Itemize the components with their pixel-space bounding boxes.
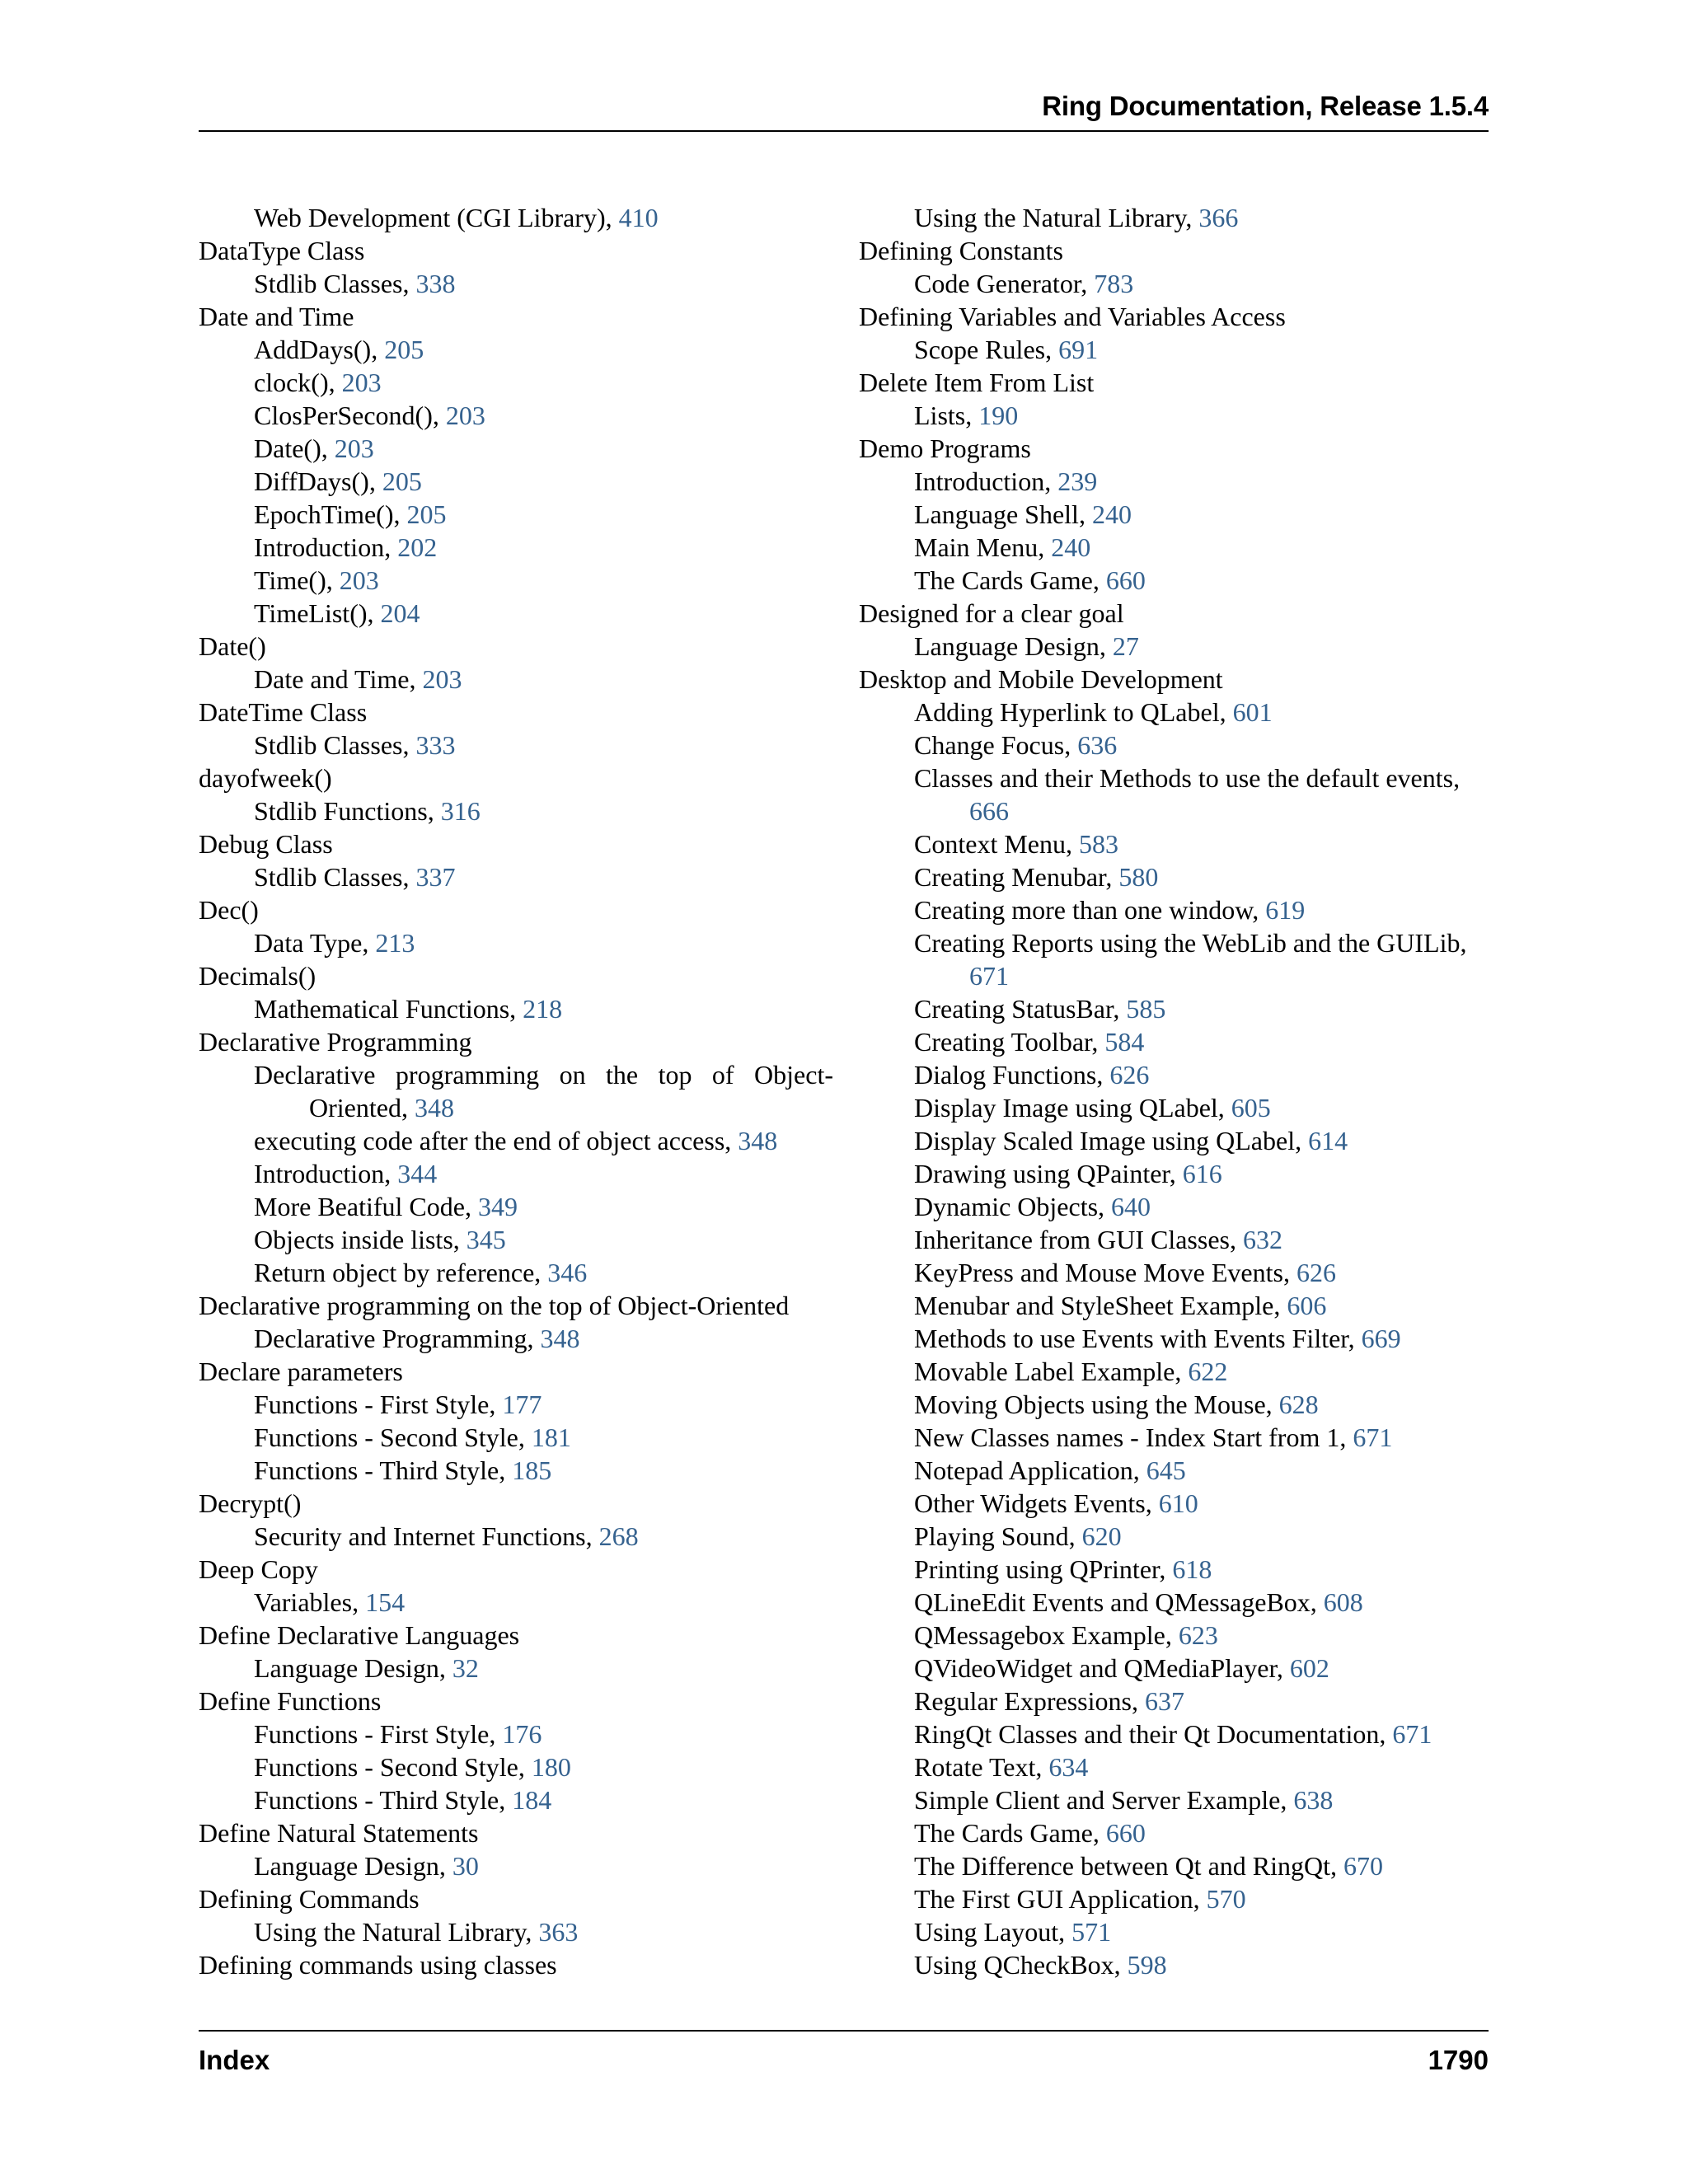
index-entry-text: clock(), bbox=[254, 368, 342, 397]
page-link[interactable]: 580 bbox=[1118, 862, 1159, 892]
index-term bbox=[199, 762, 833, 794]
index-entry-text: Define Natural Statements bbox=[199, 1818, 479, 1848]
page-link[interactable]: 618 bbox=[1172, 1554, 1212, 1584]
page-link[interactable]: 345 bbox=[466, 1225, 506, 1254]
index-subentry bbox=[199, 465, 833, 498]
page-link[interactable]: 605 bbox=[1231, 1093, 1271, 1122]
page-link[interactable]: 30 bbox=[452, 1851, 479, 1881]
index-entry-text: Lists, bbox=[914, 401, 979, 430]
index-entry-text: Defining Variables and Variables Access bbox=[859, 302, 1286, 331]
index-entry-text: Code Generator, bbox=[914, 269, 1095, 298]
index-entry-text: Using QCheckBox, bbox=[914, 1950, 1128, 1980]
index-entry-text: Menubar and StyleSheet Example, bbox=[914, 1291, 1287, 1320]
index-subentry bbox=[859, 1619, 1492, 1652]
index-entry-text: Debug Class bbox=[199, 829, 333, 859]
index-entry-text: RingQt Classes and their Qt Documentation, bbox=[914, 1719, 1393, 1749]
index-term bbox=[859, 366, 1492, 399]
page-link[interactable]: 660 bbox=[1105, 1818, 1146, 1848]
index-subentry bbox=[859, 926, 1492, 992]
page-link[interactable]: 346 bbox=[547, 1258, 588, 1287]
index-entry-text: Rotate Text, bbox=[914, 1752, 1049, 1782]
index-term bbox=[199, 1948, 833, 1981]
page-link[interactable]: 203 bbox=[341, 368, 382, 397]
page-link[interactable]: 571 bbox=[1071, 1917, 1112, 1947]
index-entry-text: Functions - First Style, bbox=[254, 1719, 503, 1749]
index-entry-text: Notepad Application, bbox=[914, 1455, 1146, 1485]
index-entry-text: Using Layout, bbox=[914, 1917, 1072, 1947]
index-subentry bbox=[199, 432, 833, 465]
index-entry-text: Printing using QPrinter, bbox=[914, 1554, 1173, 1584]
index-term bbox=[859, 300, 1492, 333]
index-subentry bbox=[199, 201, 833, 234]
index-subentry bbox=[859, 1520, 1492, 1553]
index-term bbox=[859, 663, 1492, 696]
index-entry-text: Stdlib Classes, bbox=[254, 269, 416, 298]
page-link[interactable]: 181 bbox=[531, 1422, 571, 1452]
page-link[interactable]: 185 bbox=[512, 1455, 552, 1485]
document-title: Ring Documentation, Release 1.5.4 bbox=[1042, 91, 1489, 121]
index-entry-text: Inheritance from GUI Classes, bbox=[914, 1225, 1243, 1254]
page-link[interactable]: 623 bbox=[1178, 1620, 1218, 1650]
index-subentry bbox=[859, 1256, 1492, 1289]
page-link[interactable]: 637 bbox=[1144, 1686, 1184, 1716]
index-subentry bbox=[859, 1157, 1492, 1190]
index-term bbox=[199, 1355, 833, 1388]
page-link[interactable]: 203 bbox=[445, 401, 485, 430]
index-entry-text: Desktop and Mobile Development bbox=[859, 664, 1223, 694]
index-entry-text: ClosPerSecond(), bbox=[254, 401, 446, 430]
index-subentry bbox=[859, 465, 1492, 498]
page-link[interactable]: 584 bbox=[1104, 1027, 1145, 1057]
index-term bbox=[199, 234, 833, 267]
page-link[interactable]: 410 bbox=[618, 203, 659, 232]
index-subentry bbox=[859, 1586, 1492, 1619]
index-entry-text: Regular Expressions, bbox=[914, 1686, 1145, 1716]
page-link[interactable]: 363 bbox=[538, 1917, 579, 1947]
page-link[interactable]: 348 bbox=[738, 1126, 778, 1155]
page-link[interactable]: 32 bbox=[452, 1653, 479, 1683]
index-subentry bbox=[199, 597, 833, 630]
page-link[interactable]: 204 bbox=[380, 598, 420, 628]
index-subentry bbox=[859, 1388, 1492, 1421]
index-column-right bbox=[859, 201, 1492, 1981]
index-term bbox=[859, 597, 1492, 630]
index-entry-text: Display Image using QLabel, bbox=[914, 1093, 1231, 1122]
index-entry-text: Dialog Functions, bbox=[914, 1060, 1110, 1090]
index-entry-text: KeyPress and Mouse Move Events, bbox=[914, 1258, 1296, 1287]
page-link[interactable]: 239 bbox=[1057, 466, 1098, 496]
index-entry-text: The Cards Game, bbox=[914, 1818, 1106, 1848]
index-subentry bbox=[199, 1256, 833, 1289]
index-entry-text: Creating Menubar, bbox=[914, 862, 1119, 892]
index-subentry bbox=[859, 1322, 1492, 1355]
index-term bbox=[859, 432, 1492, 465]
page-link[interactable]: 636 bbox=[1077, 730, 1118, 760]
index-entry-text: Creating Toolbar, bbox=[914, 1027, 1105, 1057]
index-entry-text: Change Focus, bbox=[914, 730, 1078, 760]
page-link[interactable]: 203 bbox=[334, 434, 374, 463]
index-entry-text: Classes and their Methods to use the default events, bbox=[914, 763, 1461, 793]
page-link[interactable]: 202 bbox=[397, 532, 438, 562]
page-link[interactable]: 333 bbox=[415, 730, 456, 760]
index-entry-text: Other Widgets Events, bbox=[914, 1488, 1159, 1518]
index-term bbox=[199, 1816, 833, 1849]
index-term bbox=[199, 959, 833, 992]
page-link[interactable]: 184 bbox=[512, 1785, 552, 1815]
page-footer bbox=[199, 2030, 1489, 2081]
index-entry-text: Data Type, bbox=[254, 928, 376, 958]
page-link[interactable]: 622 bbox=[1188, 1357, 1228, 1386]
page-link[interactable]: 666 bbox=[969, 796, 1009, 826]
index-entry-text: The First GUI Application, bbox=[914, 1884, 1207, 1914]
index-entry-text: Stdlib Classes, bbox=[254, 730, 416, 760]
index-entry-text: Adding Hyperlink to QLabel, bbox=[914, 697, 1233, 727]
index-term bbox=[199, 1025, 833, 1058]
index-entry-text: Mathematical Functions, bbox=[254, 994, 523, 1024]
page-link[interactable]: 180 bbox=[531, 1752, 571, 1782]
page-link[interactable]: 691 bbox=[1058, 335, 1099, 364]
index-entry-text: Functions - Third Style, bbox=[254, 1455, 513, 1485]
index-entry-text: Date and Time bbox=[199, 302, 354, 331]
index-subentry bbox=[859, 1058, 1492, 1091]
index-subentry bbox=[199, 267, 833, 300]
index-entry-text: Variables, bbox=[254, 1587, 366, 1617]
index-subentry bbox=[859, 1223, 1492, 1256]
page-link[interactable]: 783 bbox=[1094, 269, 1134, 298]
index-subentry bbox=[859, 893, 1492, 926]
index-entry-text: Display Scaled Image using QLabel, bbox=[914, 1126, 1309, 1155]
page-link[interactable]: 190 bbox=[978, 401, 1019, 430]
index-subentry bbox=[859, 498, 1492, 531]
index-entry-text: DateTime Class bbox=[199, 697, 368, 727]
footer-page-number: 1790 bbox=[1428, 2045, 1489, 2075]
index-entry-text: Declarative programming on the top of Object-Oriented, bbox=[254, 1060, 833, 1122]
index-entry-text: Dynamic Objects, bbox=[914, 1192, 1112, 1221]
index-entry-text: Using the Natural Library, bbox=[254, 1917, 539, 1947]
index-subentry bbox=[859, 1487, 1492, 1520]
index-entry-text: Introduction, bbox=[254, 532, 398, 562]
index-entry-text: Defining commands using classes bbox=[199, 1950, 557, 1980]
index-entry-text: Scope Rules, bbox=[914, 335, 1059, 364]
index-entry-text: Objects inside lists, bbox=[254, 1225, 467, 1254]
page-link[interactable]: 583 bbox=[1078, 829, 1118, 859]
index-subentry bbox=[199, 531, 833, 564]
index-subentry bbox=[859, 201, 1492, 234]
index-subentry bbox=[859, 1849, 1492, 1882]
index-subentry bbox=[859, 827, 1492, 860]
index-subentry bbox=[199, 992, 833, 1025]
index-entry-text: executing code after the end of object access, bbox=[254, 1126, 738, 1155]
index-entry-text: Designed for a clear goal bbox=[859, 598, 1124, 628]
index-entry-text: Simple Client and Server Example, bbox=[914, 1785, 1294, 1815]
page-link[interactable]: 268 bbox=[598, 1521, 639, 1551]
index-entry-text: QVideoWidget and QMediaPlayer, bbox=[914, 1653, 1290, 1683]
page-link[interactable]: 338 bbox=[415, 269, 456, 298]
page-header bbox=[199, 91, 1489, 132]
page-link[interactable]: 176 bbox=[502, 1719, 542, 1749]
index-entry-text: Functions - Second Style, bbox=[254, 1422, 532, 1452]
index-term bbox=[199, 300, 833, 333]
index-entry-text: Movable Label Example, bbox=[914, 1357, 1189, 1386]
page-link[interactable]: 601 bbox=[1232, 697, 1273, 727]
index-subentry bbox=[859, 1783, 1492, 1816]
index-entry-text: The Difference between Qt and RingQt, bbox=[914, 1851, 1343, 1881]
page-link[interactable]: 638 bbox=[1293, 1785, 1334, 1815]
page-link[interactable]: 628 bbox=[1278, 1390, 1319, 1419]
index-subentry bbox=[199, 1223, 833, 1256]
page-link[interactable]: 27 bbox=[1112, 631, 1139, 661]
index-subentry bbox=[859, 1454, 1492, 1487]
page-link[interactable]: 366 bbox=[1198, 203, 1239, 232]
index-entry-text: QLineEdit Events and QMessageBox, bbox=[914, 1587, 1324, 1617]
index-term bbox=[199, 1289, 833, 1322]
index-subentry bbox=[199, 1388, 833, 1421]
index-subentry bbox=[859, 1750, 1492, 1783]
index-subentry bbox=[199, 498, 833, 531]
page-link[interactable]: 349 bbox=[477, 1192, 518, 1221]
index-entry-text: Define Declarative Languages bbox=[199, 1620, 520, 1650]
index-subentry bbox=[199, 1157, 833, 1190]
index-entry-text: Functions - First Style, bbox=[254, 1390, 503, 1419]
index-subentry bbox=[199, 1915, 833, 1948]
index-entry-text: dayofweek() bbox=[199, 763, 332, 793]
index-entry-text: DataType Class bbox=[199, 236, 365, 265]
index-entry-text: Main Menu, bbox=[914, 532, 1052, 562]
index-entry-text: Stdlib Classes, bbox=[254, 862, 416, 892]
index-entry-text: Return object by reference, bbox=[254, 1258, 548, 1287]
index-term bbox=[199, 827, 833, 860]
page-link[interactable]: 671 bbox=[1353, 1422, 1393, 1452]
index-entry-text: New Classes names - Index Start from 1, bbox=[914, 1422, 1353, 1452]
index-entry-text: Defining Commands bbox=[199, 1884, 420, 1914]
index-entry-text: Drawing using QPainter, bbox=[914, 1159, 1183, 1188]
page-link[interactable]: 570 bbox=[1206, 1884, 1246, 1914]
page-link[interactable]: 671 bbox=[969, 961, 1009, 991]
index-subentry bbox=[199, 1322, 833, 1355]
page-link[interactable]: 203 bbox=[422, 664, 462, 694]
index-subentry bbox=[859, 267, 1492, 300]
index-entry-text: Functions - Second Style, bbox=[254, 1752, 532, 1782]
index-subentry bbox=[859, 531, 1492, 564]
index-entry-text: Stdlib Functions, bbox=[254, 796, 441, 826]
page-link[interactable]: 614 bbox=[1308, 1126, 1348, 1155]
index-entry-text: Deep Copy bbox=[199, 1554, 318, 1584]
page-link[interactable]: 205 bbox=[406, 499, 447, 529]
page-link[interactable]: 602 bbox=[1289, 1653, 1329, 1683]
page-link[interactable]: 348 bbox=[540, 1324, 580, 1353]
index-subentry bbox=[199, 794, 833, 827]
index-subentry bbox=[199, 1058, 833, 1124]
index-subentry bbox=[859, 1718, 1492, 1750]
index-subentry bbox=[859, 1652, 1492, 1685]
page-link[interactable]: 660 bbox=[1105, 565, 1146, 595]
page-link[interactable]: 670 bbox=[1343, 1851, 1383, 1881]
index-subentry bbox=[199, 1652, 833, 1685]
index-term bbox=[199, 1553, 833, 1586]
index-term bbox=[199, 1619, 833, 1652]
index-subentry bbox=[199, 1454, 833, 1487]
page-link[interactable]: 585 bbox=[1126, 994, 1166, 1024]
index-entry-text: Functions - Third Style, bbox=[254, 1785, 513, 1815]
index-column-left bbox=[199, 201, 833, 1981]
page-link[interactable]: 616 bbox=[1182, 1159, 1222, 1188]
page-link[interactable]: 240 bbox=[1051, 532, 1091, 562]
page-link[interactable]: 606 bbox=[1287, 1291, 1327, 1320]
index-entry-text: The Cards Game, bbox=[914, 565, 1106, 595]
page-link[interactable]: 154 bbox=[365, 1587, 406, 1617]
page-link[interactable]: 348 bbox=[414, 1093, 454, 1122]
index-entry-text: DiffDays(), bbox=[254, 466, 382, 496]
index-entry-text: Define Functions bbox=[199, 1686, 382, 1716]
page-link[interactable]: 598 bbox=[1127, 1950, 1167, 1980]
index-subentry bbox=[859, 1553, 1492, 1586]
page-link[interactable]: 645 bbox=[1146, 1455, 1186, 1485]
page-link[interactable]: 316 bbox=[440, 796, 481, 826]
index-subentry bbox=[859, 1421, 1492, 1454]
index-subentry bbox=[199, 1750, 833, 1783]
page-link[interactable]: 240 bbox=[1091, 499, 1132, 529]
index-entry-text: More Beatiful Code, bbox=[254, 1192, 478, 1221]
index-entry-text: Moving Objects using the Mouse, bbox=[914, 1390, 1279, 1419]
index-entry-text: Demo Programs bbox=[859, 434, 1031, 463]
index-entry-text: Introduction, bbox=[914, 466, 1058, 496]
index-subentry bbox=[859, 333, 1492, 366]
index-entry-text: Dec() bbox=[199, 895, 259, 925]
index-subentry bbox=[859, 1289, 1492, 1322]
index-term bbox=[859, 234, 1492, 267]
index-entry-text: Using the Natural Library, bbox=[914, 203, 1199, 232]
index-subentry bbox=[859, 1025, 1492, 1058]
index-entry-text: Defining Constants bbox=[859, 236, 1063, 265]
index-entry-text: Declarative programming on the top of Object-Oriented bbox=[199, 1291, 790, 1320]
page-link[interactable]: 669 bbox=[1361, 1324, 1401, 1353]
page-link[interactable]: 619 bbox=[1265, 895, 1306, 925]
index-subentry bbox=[199, 366, 833, 399]
index-term bbox=[199, 1685, 833, 1718]
index-entry-text: EpochTime(), bbox=[254, 499, 407, 529]
page-link[interactable]: 337 bbox=[415, 862, 456, 892]
index-term bbox=[199, 1487, 833, 1520]
index-entry-text: Date and Time, bbox=[254, 664, 423, 694]
index-subentry bbox=[199, 399, 833, 432]
index-subentry bbox=[199, 564, 833, 597]
index-entry-text: Language Design, bbox=[254, 1851, 452, 1881]
index-subentry bbox=[859, 1948, 1492, 1981]
index-subentry bbox=[859, 1190, 1492, 1223]
index-subentry bbox=[199, 1586, 833, 1619]
index-subentry bbox=[199, 1783, 833, 1816]
index-entry-text: Context Menu, bbox=[914, 829, 1079, 859]
index-entry-text: Creating Reports using the WebLib and the GUILib, bbox=[914, 928, 1467, 958]
page-link[interactable]: 671 bbox=[1392, 1719, 1432, 1749]
index-subentry bbox=[859, 1355, 1492, 1388]
index-subentry bbox=[199, 1849, 833, 1882]
index-subentry bbox=[859, 860, 1492, 893]
page-link[interactable]: 177 bbox=[502, 1390, 542, 1419]
index-entry-text: Language Shell, bbox=[914, 499, 1092, 529]
index-subentry bbox=[859, 1816, 1492, 1849]
index-subentry bbox=[199, 1124, 833, 1157]
index-entry-text: Methods to use Events with Events Filter, bbox=[914, 1324, 1362, 1353]
index-entry-text: Introduction, bbox=[254, 1159, 398, 1188]
index-subentry bbox=[199, 1718, 833, 1750]
index-subentry bbox=[199, 860, 833, 893]
index-subentry bbox=[199, 729, 833, 762]
index-entry-text: Creating more than one window, bbox=[914, 895, 1266, 925]
index-entry-text: Playing Sound, bbox=[914, 1521, 1082, 1551]
index-term bbox=[199, 630, 833, 663]
page-link[interactable]: 203 bbox=[339, 565, 379, 595]
page-link[interactable]: 632 bbox=[1242, 1225, 1282, 1254]
page-link[interactable]: 626 bbox=[1296, 1258, 1336, 1287]
index-entry-text: Decrypt() bbox=[199, 1488, 302, 1518]
index-term bbox=[199, 893, 833, 926]
index-subentry bbox=[859, 696, 1492, 729]
index-subentry bbox=[199, 1190, 833, 1223]
index-term bbox=[199, 696, 833, 729]
index-entry-text: Security and Internet Functions, bbox=[254, 1521, 599, 1551]
page-link[interactable]: 205 bbox=[382, 466, 422, 496]
index-subentry bbox=[859, 992, 1492, 1025]
page-link[interactable]: 634 bbox=[1048, 1752, 1089, 1782]
index-subentry bbox=[199, 1421, 833, 1454]
page-link[interactable]: 218 bbox=[523, 994, 563, 1024]
index-entry-text: Date(), bbox=[254, 434, 335, 463]
index-subentry bbox=[859, 729, 1492, 762]
page-link[interactable]: 640 bbox=[1111, 1192, 1151, 1221]
index-subentry bbox=[859, 564, 1492, 597]
index-entry-text: Declare parameters bbox=[199, 1357, 403, 1386]
index-subentry bbox=[199, 333, 833, 366]
index-subentry bbox=[859, 1091, 1492, 1124]
index-subentry bbox=[859, 1882, 1492, 1915]
index-entry-text: Language Design, bbox=[254, 1653, 452, 1683]
index-subentry bbox=[859, 399, 1492, 432]
index-entry-text: Declarative Programming, bbox=[254, 1324, 541, 1353]
index-entry-text: Date() bbox=[199, 631, 266, 661]
index-subentry bbox=[859, 630, 1492, 663]
index-entry-text: Web Development (CGI Library), bbox=[254, 203, 619, 232]
page-link[interactable]: 608 bbox=[1323, 1587, 1363, 1617]
footer-section-label: Index bbox=[199, 2045, 270, 2075]
index-entry-text: Time(), bbox=[254, 565, 340, 595]
index-subentry bbox=[199, 1520, 833, 1553]
index-subentry bbox=[199, 663, 833, 696]
page-link[interactable]: 213 bbox=[375, 928, 415, 958]
index-entry-text: Creating StatusBar, bbox=[914, 994, 1127, 1024]
page-link[interactable]: 205 bbox=[384, 335, 424, 364]
page-link[interactable]: 620 bbox=[1081, 1521, 1122, 1551]
index-subentry bbox=[199, 926, 833, 959]
page-link[interactable]: 626 bbox=[1109, 1060, 1150, 1090]
index-entry-text: AddDays(), bbox=[254, 335, 385, 364]
index-entry-text: Decimals() bbox=[199, 961, 316, 991]
index-subentry bbox=[859, 1685, 1492, 1718]
index-entry-text: Delete Item From List bbox=[859, 368, 1095, 397]
page-link[interactable]: 610 bbox=[1158, 1488, 1198, 1518]
index-subentry bbox=[859, 762, 1492, 827]
index-entry-text: Language Design, bbox=[914, 631, 1113, 661]
index-entry-text: TimeList(), bbox=[254, 598, 381, 628]
index-subentry bbox=[859, 1124, 1492, 1157]
index-term bbox=[199, 1882, 833, 1915]
index-entry-text: Declarative Programming bbox=[199, 1027, 472, 1057]
index-entry-text: QMessagebox Example, bbox=[914, 1620, 1179, 1650]
page-link[interactable]: 344 bbox=[397, 1159, 438, 1188]
index-subentry bbox=[859, 1915, 1492, 1948]
